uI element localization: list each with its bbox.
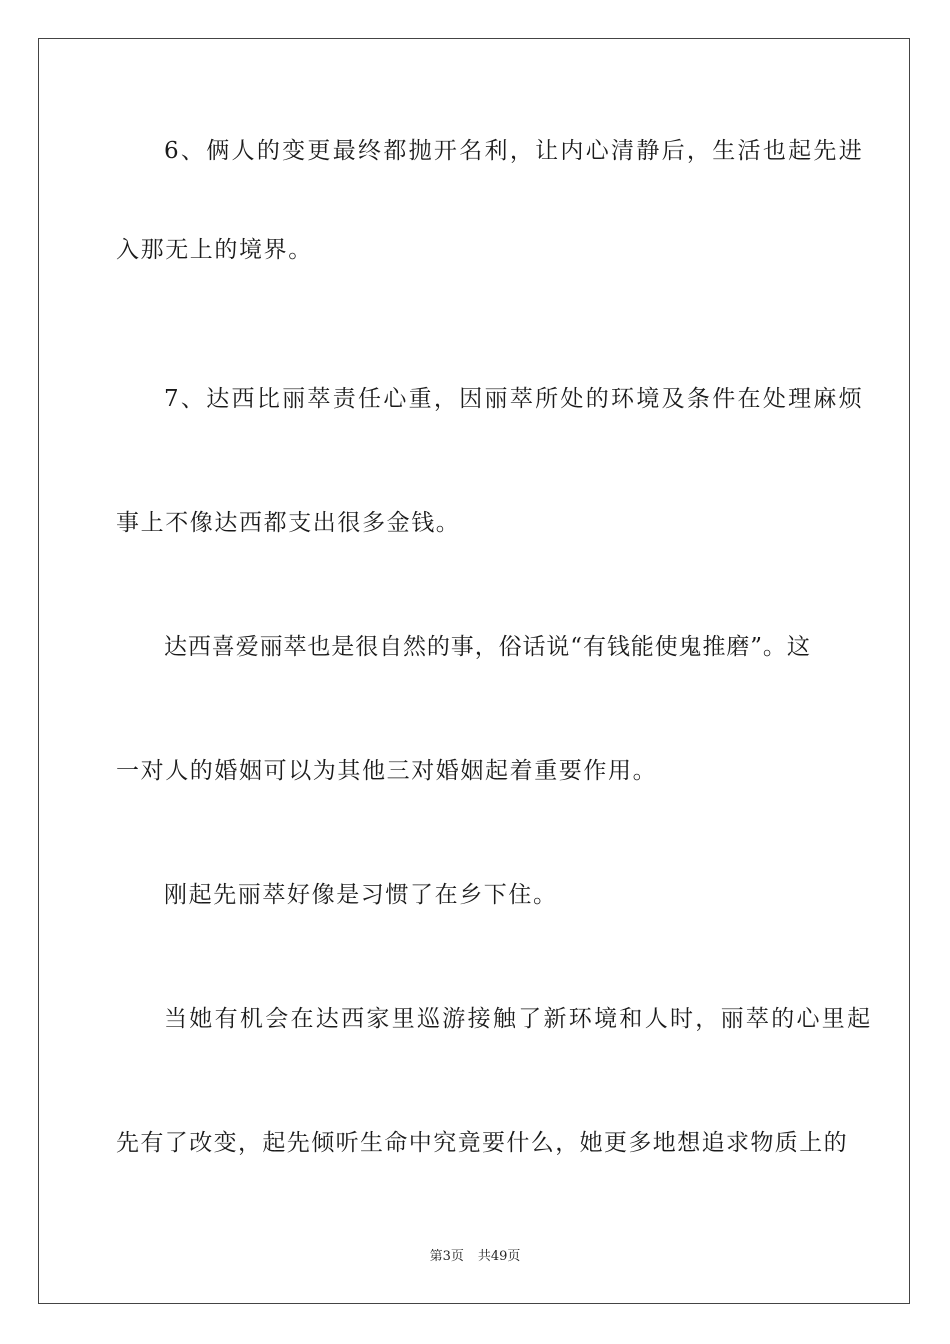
paragraph-1-line-1: 6、俩人的变更最终都抛开名利，让内心清静后，生活也起先进 (164, 138, 865, 164)
page-total: 共49页 (477, 1249, 521, 1264)
paragraph-2-line-2: 事上不像达西都支出很多金钱。 (116, 510, 461, 536)
paragraph-3-line-1: 达西喜爱丽萃也是很自然的事，俗话说“有钱能使鬼推磨”。这 (164, 634, 811, 660)
page-footer (0, 1248, 950, 1266)
page-number: 第3页 (429, 1249, 464, 1264)
paragraph-5-line-2: 先有了改变，起先倾听生命中究竟要什么，她更多地想追求物质上的 (116, 1130, 848, 1156)
paragraph-1-line-2: 入那无上的境界。 (116, 237, 313, 263)
paragraph-5-line-1: 当她有机会在达西家里巡游接触了新环境和人时，丽萃的心里起 (164, 1006, 873, 1032)
page-border (38, 38, 910, 1304)
paragraph-2-line-1: 7、达西比丽萃责任心重，因丽萃所处的环境及条件在处理麻烦 (164, 386, 865, 412)
paragraph-3-line-2: 一对人的婚姻可以为其他三对婚姻起着重要作用。 (116, 758, 658, 784)
paragraph-4-line-1: 刚起先丽萃好像是习惯了在乡下住。 (164, 882, 558, 908)
